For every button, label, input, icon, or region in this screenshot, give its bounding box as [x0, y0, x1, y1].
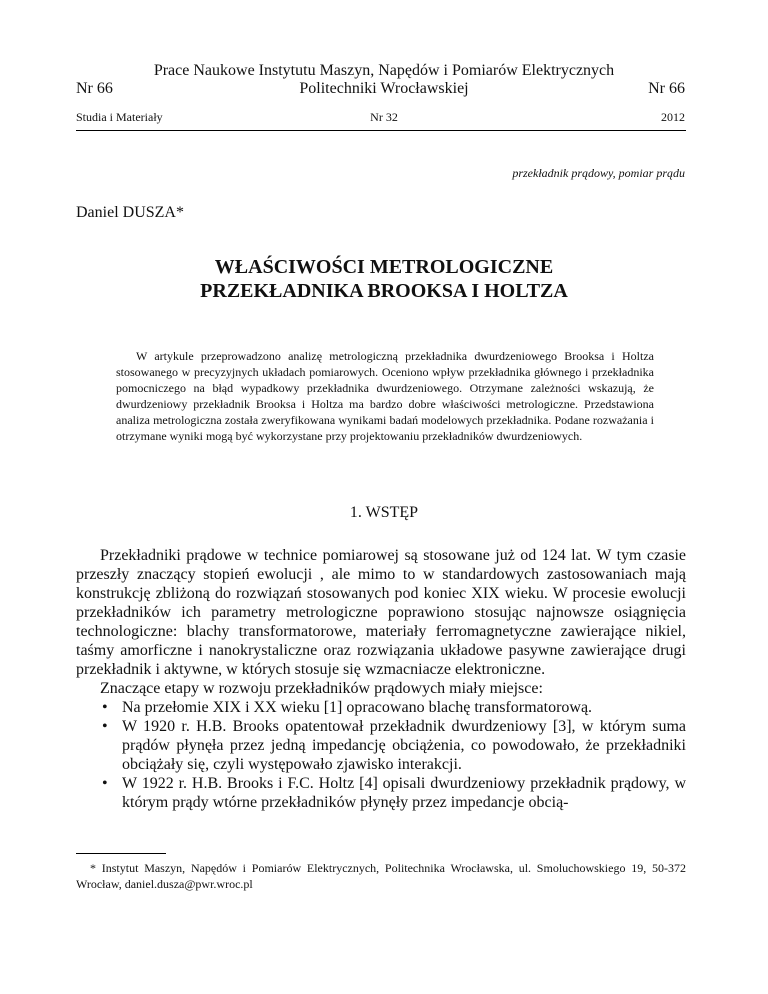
section-heading: 1. WSTĘP [349, 504, 419, 521]
list-item [76, 774, 686, 812]
abstract-text: W artykule przeprowadzono analizę metrologiczną przekładnika dwurdzeniowego Brooksa i Holtza stosowanego w precyzyjnych układach pomiarowych. Oceniono wpływ przekładnika głównego i przekładnika pomocniczego na błąd wypadkowy przekładnika dwurdzeniowego. Otrzymane zależności wskazują, że dwurdzeniowy przekładnik Brooksa i Holtza ma bardzo dobre właściwości metrologiczne. Przedstawiona analiza metrologiczna została zweryfikowana wynikami badań modelowych przekładnika. Podane rozważania i otrzymane wyniki mogą być wykorzystane przy projektowaniu przekładników dwurdzeniowych. [116, 349, 654, 443]
section-body [76, 546, 686, 698]
bullet-icon: • [102, 775, 108, 792]
issue-number: Nr 32 [370, 110, 398, 124]
abstract [116, 348, 654, 444]
milestones-list [76, 698, 686, 812]
keywords: przekładnik prądowy, pomiar prądu [512, 166, 685, 180]
milestones-intro: Znaczące etapy w rozwoju przekładników prądowych miały miejsce: [100, 680, 543, 697]
header-divider [76, 130, 686, 131]
footnote [76, 860, 686, 892]
journal-title-line1: Prace Naukowe Instytutu Maszyn, Napędów i Pomiarów Elektrycznych [153, 62, 615, 79]
list-item-text: Na przełomie XIX i XX wieku [1] opracowano blachę transformatorową. [122, 699, 593, 716]
list-item [76, 717, 686, 774]
footnote-divider [76, 853, 166, 854]
article-title-line1: WŁAŚCIWOŚCI METROLOGICZNE [214, 256, 554, 278]
publication-year: 2012 [661, 110, 685, 124]
intro-paragraph: Przekładniki prądowe w technice pomiarowej są stosowane już od 124 lat. W tym czasie przeszły znaczący stopień ewolucji , ale mimo to w standardowych zastosowaniach mają konstrukcję zbliżoną do rozwiązań stosowanych pod koniec XIX wieku. W procesie ewolucji przekładników ich parametry metrologiczne poprawiono stosując najnowsze osiągnięcia technologiczne: blachy transformatorowe, materiały ferromagnetyczne zawierające nikiel, taśmy amorficzne i nanokrystaliczne oraz rozwiązania układowe pasywne zawierające drugi przekładnik i aktywne, w których stosuje się wzmacniacze elektroniczne. [76, 547, 686, 678]
list-item [76, 698, 686, 717]
article-title-line2: PRZEKŁADNIKA BROOKSA I HOLTZA [200, 280, 568, 302]
bullet-icon: • [102, 699, 108, 716]
list-item-text: W 1922 r. H.B. Brooks i F.C. Holtz [4] opisali dwurdzeniowy przekładnik prądowy, w którym prądy wtórne przekładników płynęły przez impedancje obcią- [122, 775, 686, 811]
footnote-text: * Instytut Maszyn, Napędów i Pomiarów Elektrycznych, Politechnika Wrocławska, ul. Smoluchowskiego 19, 50-372 Wrocław, daniel.dusza@pwr.wroc.pl [76, 861, 686, 891]
bullet-icon: • [102, 718, 108, 735]
journal-number-left: Nr 66 [76, 80, 113, 97]
list-item-text: W 1920 r. H.B. Brooks opatentował przekładnik dwurdzeniowy [3], w którym suma prądów płynęła przez jedną impedancję obciążenia, co powodowało, że przekładniki obciążały się, czyli występowało zjawisko interakcji. [122, 718, 686, 773]
journal-title-line2: Politechniki Wrocławskiej [299, 80, 469, 97]
article-title [0, 255, 768, 303]
journal-number-right: Nr 66 [648, 80, 685, 97]
author: Daniel DUSZA* [76, 204, 184, 221]
series-label: Studia i Materiały [76, 110, 163, 124]
